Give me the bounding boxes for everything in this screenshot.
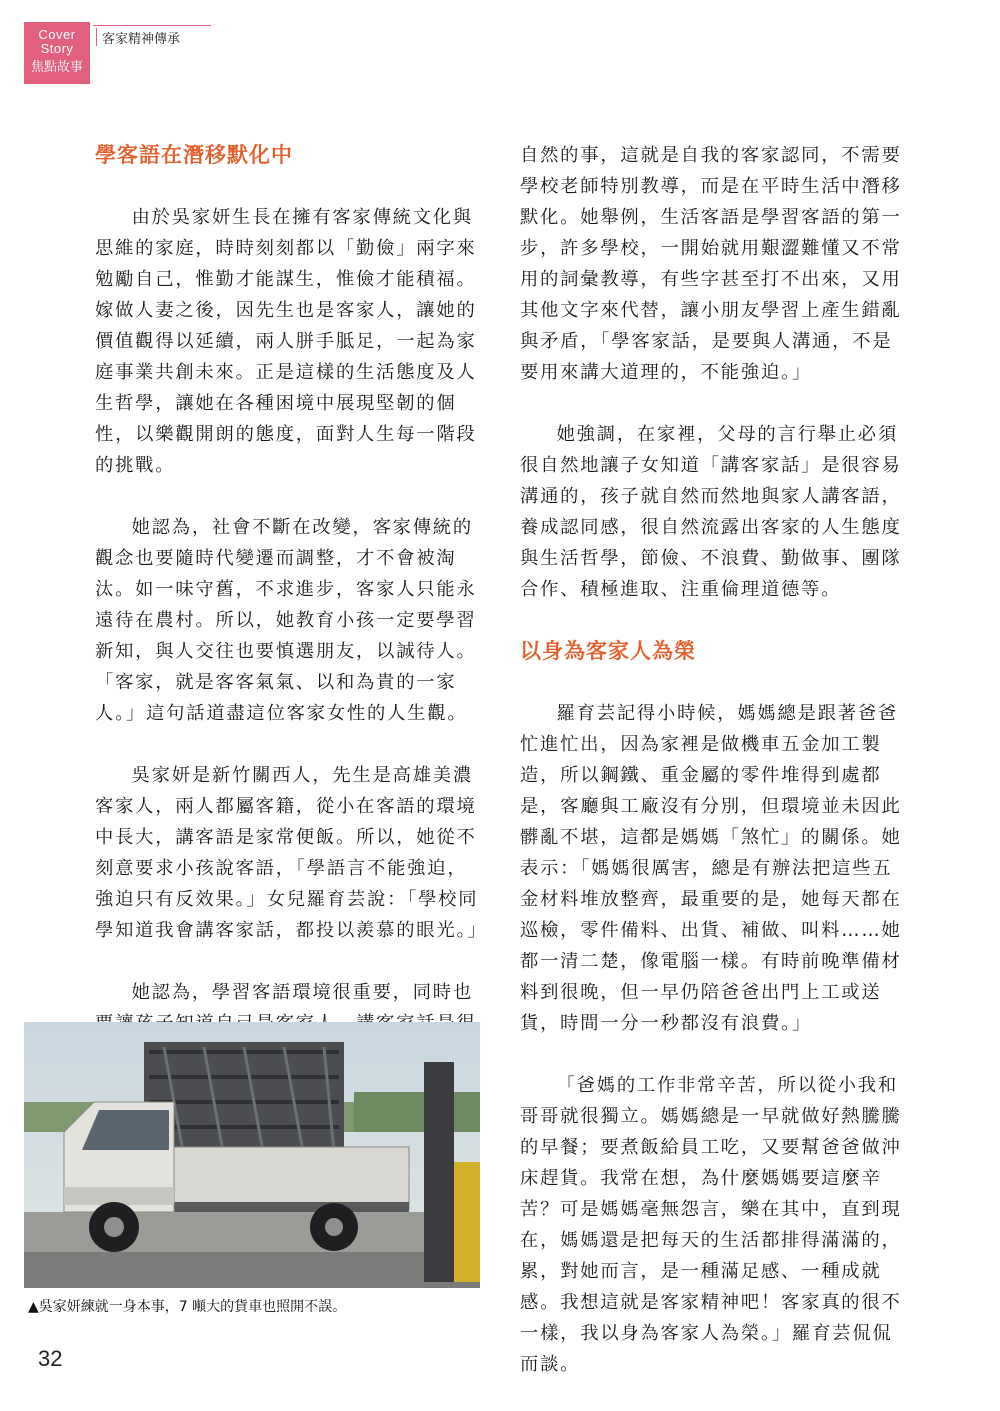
header-divider xyxy=(96,28,97,46)
body-paragraph: 羅育芸記得小時候，媽媽總是跟著爸爸忙進忙出，因為家裡是做機車五金加工製造，所以鋼鐵、重金屬的零件堆得到處都是，客廳與工廠沒有分別，但環境並未因此髒亂不堪，這都是媽媽「煞忙」的關係。她表示：「媽媽很厲害，總是有辦法把這些五金材料堆放整齊，最重要的是，她每天都在巡檢，零件備料、出貨、補做、叫料……她都一清二楚，像電腦一樣。有時前晚準備材料到很晚，但一早仍陪爸爸出門上工或送貨，時間一分一秒都沒有浪費。」 xyxy=(520,703,902,1034)
badge-line-cover: Cover xyxy=(38,27,76,42)
right-column xyxy=(520,140,912,1411)
badge-line-focus: 焦點故事 xyxy=(30,60,83,75)
header-rule xyxy=(93,25,211,26)
badge-line-story: Story xyxy=(40,41,74,56)
section-label: 客家精神傳承 xyxy=(102,32,181,47)
cover-story-badge xyxy=(24,22,90,84)
body-paragraph: 她認為，學習客語環境很重要，同時也 xyxy=(131,982,473,1003)
body-paragraph: 「爸媽的工作非常辛苦，所以從小我和哥哥就很獨立。媽媽總是一早就做好熱騰騰的早餐；要煮飯給員工吃，又要幫爸爸做沖床趕貨。我常在想，為什麼媽媽要這麼辛苦？可是媽媽毫無怨言，樂在其中，直到現在，媽媽還是把每天的生活都排得滿滿的，累，對她而言，是一種滿足感、一種成就感。我想這就是客家精神吧！客家真的很不一樣，我以身為客家人為榮。」羅育芸侃侃而談。 xyxy=(520,1075,902,1375)
body-paragraph: 由於吳家妍生長在擁有客家傳統文化與思維的家庭，時時刻刻都以「勤儉」兩字來勉勵自己，惟勤才能謀生，惟儉才能積福。嫁做人妻之後，因先生也是客家人，讓她的價值觀得以延續，兩人胼手胝足，一起為家庭事業共創未來。正是這樣的生活態度及人生哲學，讓她在各種困境中展現堅韌的個性，以樂觀開朗的態度，面對人生每一階段的挑戰。 xyxy=(95,207,477,476)
page-number: 32 xyxy=(38,1346,63,1371)
truck-illustration xyxy=(24,1022,480,1288)
photo-caption: ▲吳家妍練就一身本事，7 噸大的貨車也照開不誤。 xyxy=(28,1299,347,1315)
body-paragraph-continued: 自然的事，這就是自我的客家認同，不需要學校老師特別教導，而是在平時生活中潛移默化。她舉例，生活客語是學習客語的第一步，許多學校，一開始就用艱澀難懂又不常用的詞彙教導，有些字甚至打不出來，又用其他文字來代替，讓小朋友學習上產生錯亂與矛盾，「學客家話，是要與人溝通，不是要用來講大道理的，不能強迫。」 xyxy=(520,145,902,383)
body-paragraph: 吳家妍是新竹關西人，先生是高雄美濃客家人，兩人都屬客籍，從小在客語的環境中長大，講客語是家常便飯。所以，她從不刻意要求小孩說客語，「學語言不能強迫，強迫只有反效果。」女兒羅育芸說：「學校同學知道我會講客家話，都投以羨慕的眼光。」 xyxy=(95,765,488,941)
body-paragraph: 她強調，在家裡，父母的言行舉止必須很自然地讓子女知道「講客家話」是很容易溝通的，孩子就自然而然地與家人講客語，養成認同感，很自然流露出客家的人生態度與生活哲學，節儉、不浪費、勤做事、團隊合作、積極進取、注重倫理道德等。 xyxy=(520,424,902,600)
left-column xyxy=(95,140,488,1070)
truck-photo xyxy=(24,1022,480,1288)
section-heading-proud-hakka: 以身為客家人為榮 xyxy=(520,639,696,663)
body-paragraph: 她認為，社會不斷在改變，客家傳統的觀念也要隨時代變遷而調整，才不會被淘汰。如一味守舊，不求進步，客家人只能永遠待在農村。所以，她教育小孩一定要學習新知，與人交往也要慎選朋友，以誠待人。「客家，就是客客氣氣、以和為貴的一家人。」這句話道盡這位客家女性的人生觀。 xyxy=(95,517,477,724)
section-heading-learn-hakka: 學客語在潛移默化中 xyxy=(95,143,293,167)
